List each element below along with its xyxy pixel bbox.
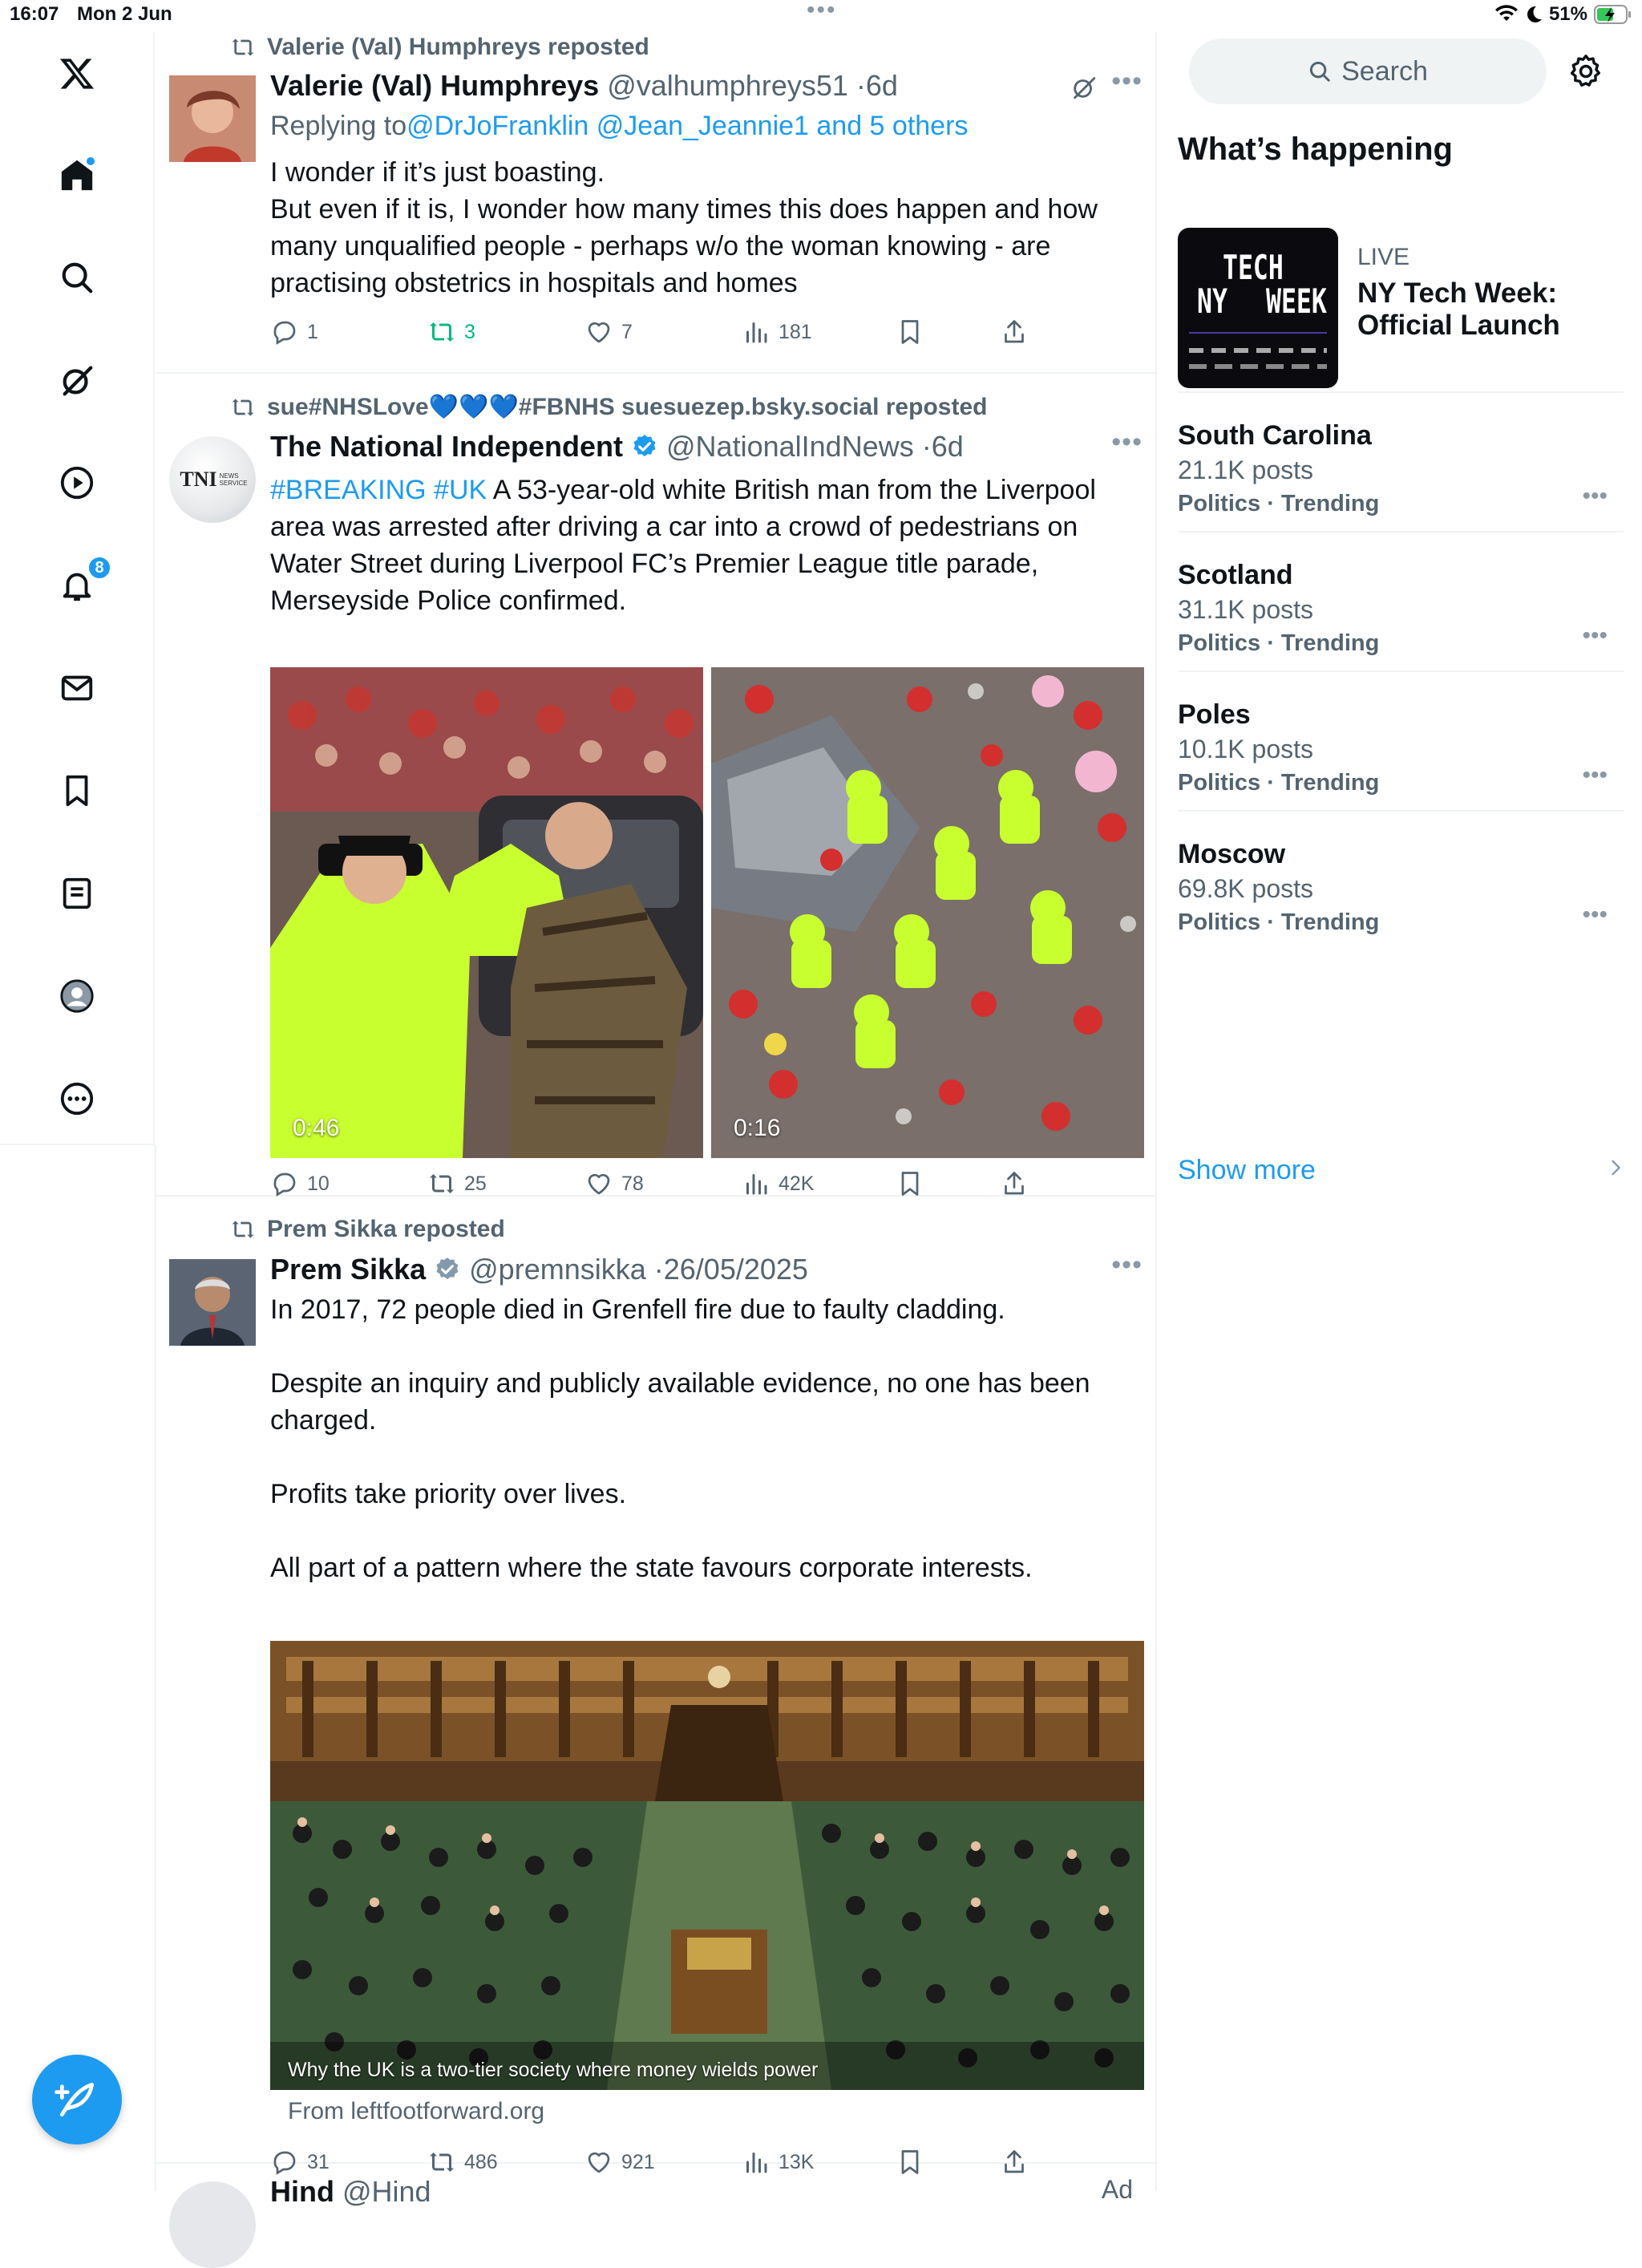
- author-name[interactable]: The National Independent: [270, 430, 624, 463]
- thumb-text-ny: NY: [1197, 281, 1227, 321]
- status-time: 16:07: [10, 3, 59, 25]
- share-button[interactable]: [1000, 318, 1029, 346]
- video-duration: 0:46: [293, 1115, 340, 1141]
- reply-icon: [270, 1169, 299, 1198]
- trend-title: South Carolina: [1178, 420, 1372, 451]
- more-options-icon[interactable]: •••: [1582, 483, 1608, 509]
- live-event-title: NY Tech Week: Official Launch: [1357, 277, 1560, 341]
- trend-category: Politics · Trending: [1178, 909, 1380, 935]
- trend-item[interactable]: [1178, 672, 1624, 812]
- chevron-right-icon: [1604, 1156, 1627, 1179]
- trend-posts: 21.1K posts: [1178, 456, 1313, 484]
- tweet[interactable]: [156, 32, 1157, 374]
- x-logo-icon[interactable]: [56, 53, 98, 95]
- tweet-time[interactable]: 6d: [931, 430, 964, 463]
- profile-icon[interactable]: [56, 975, 98, 1017]
- multitasking-dots-icon[interactable]: •••: [807, 0, 837, 23]
- tweet-text: In 2017, 72 people died in Grenfell fire due to faulty cladding. Despite an inquiry and publicly available evidence, no one has been charged. Profits take priority over lives. All part of a pattern where the state favours corporate interests.: [270, 1294, 1090, 1583]
- repost-indicator: [230, 1216, 505, 1243]
- heart-icon: [584, 1169, 613, 1198]
- reposter-text: sue#NHSLove💙💙💙#FBNHS suesuezep.bsky.social reposted: [267, 394, 988, 420]
- notifications-icon[interactable]: [56, 558, 104, 606]
- bookmark-icon: [896, 1169, 924, 1198]
- repost-icon: [427, 1169, 456, 1198]
- separator: ·: [653, 1253, 664, 1286]
- reply-icon: [270, 318, 299, 346]
- reposter-text: Prem Sikka reposted: [267, 1216, 505, 1242]
- author-handle[interactable]: @NationalIndNews: [666, 430, 914, 463]
- hashtags[interactable]: #BREAKING #UK: [270, 475, 487, 505]
- search-placeholder: Search: [1341, 55, 1428, 87]
- bookmark-button[interactable]: [896, 318, 924, 346]
- trend-title: Moscow: [1178, 839, 1286, 869]
- search-input[interactable]: [1189, 38, 1547, 104]
- battery-charging-icon: [1594, 4, 1632, 25]
- reply-button[interactable]: [270, 1169, 330, 1198]
- replying-prefix: Replying to: [270, 111, 407, 141]
- more-options-icon[interactable]: •••: [1582, 901, 1608, 928]
- avatar[interactable]: [169, 1259, 256, 1346]
- author-handle[interactable]: @valhumphreys51: [607, 69, 848, 102]
- show-more-link[interactable]: Show more: [1178, 1155, 1316, 1185]
- link-card-caption: Why the UK is a two-tier society where money wields power: [288, 2059, 819, 2081]
- trend-category: Politics · Trending: [1178, 630, 1380, 656]
- notifications-badge: 8: [87, 555, 112, 581]
- tweet-time[interactable]: 6d: [865, 69, 898, 102]
- trend-item[interactable]: [1178, 812, 1624, 951]
- views-button[interactable]: [742, 1169, 814, 1198]
- timeline-feed: [156, 32, 1157, 2208]
- tweet-body: A 53-year-old white British man from the Liverpool area was arrested after driving a car into a crowd of pedestrians on Water Street during Liverpool FC’s Premier League title parade, Merseyside Police confirmed.: [270, 475, 1104, 616]
- bookmark-button[interactable]: [896, 1169, 924, 1198]
- avatar-logo-subtext: NEWS SERVICE: [219, 472, 248, 487]
- ad-label: Ad: [1101, 2175, 1133, 2204]
- whats-happening-heading: What’s happening: [1178, 132, 1453, 167]
- tweet[interactable]: [156, 1197, 1157, 2173]
- more-options-icon[interactable]: [56, 1078, 98, 1120]
- like-count: 78: [621, 1172, 644, 1195]
- live-event[interactable]: [1178, 212, 1624, 393]
- home-new-dot: [85, 156, 96, 167]
- battery-percent: 51%: [1548, 3, 1587, 25]
- author-name: Hind: [270, 2175, 334, 2208]
- views-count: 42K: [779, 1172, 815, 1195]
- repost-indicator: [230, 34, 649, 61]
- trend-title: Scotland: [1178, 560, 1293, 590]
- views-count: 13K: [779, 2150, 815, 2173]
- link-card-image-parliament: [270, 1641, 1144, 2090]
- tweet-text: I wonder if it’s just boasting. But even if it is, I wonder how many times this does happen and how many unqualified people - perhaps w/o the woman knowing - are practising obstetrics in hospitals and homes: [270, 157, 1098, 298]
- video-still-arrest: [270, 667, 703, 1158]
- next-tweet-partial[interactable]: [156, 2164, 1157, 2208]
- left-navigation: [0, 32, 155, 1145]
- search-icon: [1308, 59, 1332, 83]
- reply-button[interactable]: [270, 318, 318, 346]
- like-button[interactable]: [584, 1169, 644, 1198]
- video-thumbnail[interactable]: [711, 667, 1144, 1158]
- reply-count: 10: [307, 1172, 330, 1195]
- like-count: 7: [621, 320, 633, 343]
- live-event-thumbnail: [1178, 228, 1338, 388]
- link-card-source[interactable]: From leftfootforward.org: [288, 2098, 545, 2124]
- avatar: [169, 2181, 256, 2268]
- views-chart-icon: [742, 318, 770, 346]
- like-count: 921: [621, 2150, 655, 2173]
- more-options-icon[interactable]: •••: [1111, 1249, 1143, 1280]
- grok-icon[interactable]: [56, 359, 98, 401]
- link-card[interactable]: [270, 1641, 1144, 2090]
- bookmark-icon: [896, 318, 924, 346]
- lists-icon[interactable]: [56, 873, 98, 914]
- settings-gear-icon[interactable]: [1567, 53, 1604, 90]
- repost-count: 486: [464, 2150, 498, 2173]
- repost-icon: [230, 395, 256, 420]
- views-chart-icon: [742, 1169, 770, 1198]
- trend-item[interactable]: [1178, 533, 1624, 672]
- trend-category: Politics · Trending: [1178, 770, 1380, 796]
- verified-badge-icon: [434, 1256, 461, 1283]
- tweet-header: [270, 430, 964, 464]
- trend-item[interactable]: [1178, 393, 1624, 533]
- thumb-text-tech: TECH: [1223, 248, 1284, 287]
- repost-indicator: [230, 393, 987, 421]
- tweet-text: [270, 472, 1120, 619]
- compose-post-button[interactable]: [32, 2055, 122, 2144]
- search-icon[interactable]: [56, 257, 98, 298]
- reposter-text: Valerie (Val) Humphreys reposted: [267, 34, 649, 60]
- repost-button[interactable]: [427, 318, 475, 346]
- repost-icon: [427, 318, 456, 346]
- avatar[interactable]: [169, 436, 256, 523]
- status-date: Mon 2 Jun: [77, 3, 172, 25]
- share-icon: [1000, 1169, 1029, 1198]
- tweet-time[interactable]: 26/05/2025: [663, 1253, 808, 1286]
- bookmarks-icon[interactable]: [56, 770, 98, 812]
- status-indicators: [1494, 3, 1632, 26]
- compose-feather-icon: [55, 2077, 99, 2122]
- wifi-icon: [1494, 5, 1519, 24]
- trend-posts: 10.1K posts: [1178, 735, 1313, 763]
- repost-button[interactable]: [427, 1169, 487, 1198]
- author-handle[interactable]: @premnsikka: [469, 1253, 646, 1286]
- video-thumbnail[interactable]: [270, 667, 703, 1158]
- author-name[interactable]: Prem Sikka: [270, 1253, 427, 1286]
- tweet[interactable]: [156, 374, 1157, 1197]
- views-count: 181: [779, 320, 812, 343]
- video-still-crowd: [711, 667, 1144, 1158]
- repost-count: 25: [464, 1172, 487, 1195]
- replying-to: [270, 111, 968, 142]
- home-icon[interactable]: [56, 154, 98, 196]
- video-duration: 0:16: [734, 1115, 781, 1141]
- repost-count: 3: [464, 320, 475, 343]
- trend-category: Politics · Trending: [1178, 491, 1380, 516]
- more-options-icon[interactable]: •••: [1111, 427, 1143, 457]
- live-label: LIVE: [1357, 244, 1410, 270]
- replying-to-link[interactable]: @DrJoFranklin @Jean_Jeannie1 and 5 others: [406, 111, 969, 141]
- tweet-actions: [270, 318, 1072, 353]
- author-name[interactable]: Valerie (Val) Humphreys: [270, 69, 600, 102]
- more-options-icon[interactable]: •••: [1111, 66, 1143, 96]
- trend-title: Poles: [1178, 699, 1251, 730]
- more-options-icon[interactable]: •••: [1582, 762, 1608, 788]
- moon-icon: [1525, 5, 1543, 24]
- reply-count: 1: [307, 320, 318, 343]
- repost-icon: [230, 1217, 256, 1242]
- trend-posts: 31.1K posts: [1178, 595, 1313, 624]
- trend-posts: 69.8K posts: [1178, 874, 1313, 903]
- author-handle: @Hind: [342, 2175, 431, 2208]
- grok-icon[interactable]: [1070, 74, 1098, 105]
- tweet-header: [270, 69, 898, 103]
- messages-icon[interactable]: [56, 667, 98, 709]
- like-button[interactable]: [584, 318, 633, 346]
- thumb-text-week: WEEK: [1266, 281, 1327, 321]
- share-button[interactable]: [1000, 1169, 1029, 1198]
- verified-badge-icon: [631, 433, 658, 460]
- separator: ·: [855, 69, 866, 102]
- repost-icon: [230, 34, 256, 60]
- heart-icon: [584, 318, 613, 346]
- views-button[interactable]: [742, 318, 812, 346]
- tweet-header: [270, 1253, 808, 1286]
- separator: ·: [921, 430, 932, 463]
- reply-count: 31: [307, 2150, 330, 2173]
- more-options-icon[interactable]: •••: [1582, 622, 1608, 649]
- video-icon[interactable]: [56, 462, 98, 504]
- share-icon: [1000, 318, 1029, 346]
- status-bar: [0, 0, 1642, 32]
- avatar-logo-text: TNI: [180, 468, 217, 491]
- avatar[interactable]: [169, 75, 256, 162]
